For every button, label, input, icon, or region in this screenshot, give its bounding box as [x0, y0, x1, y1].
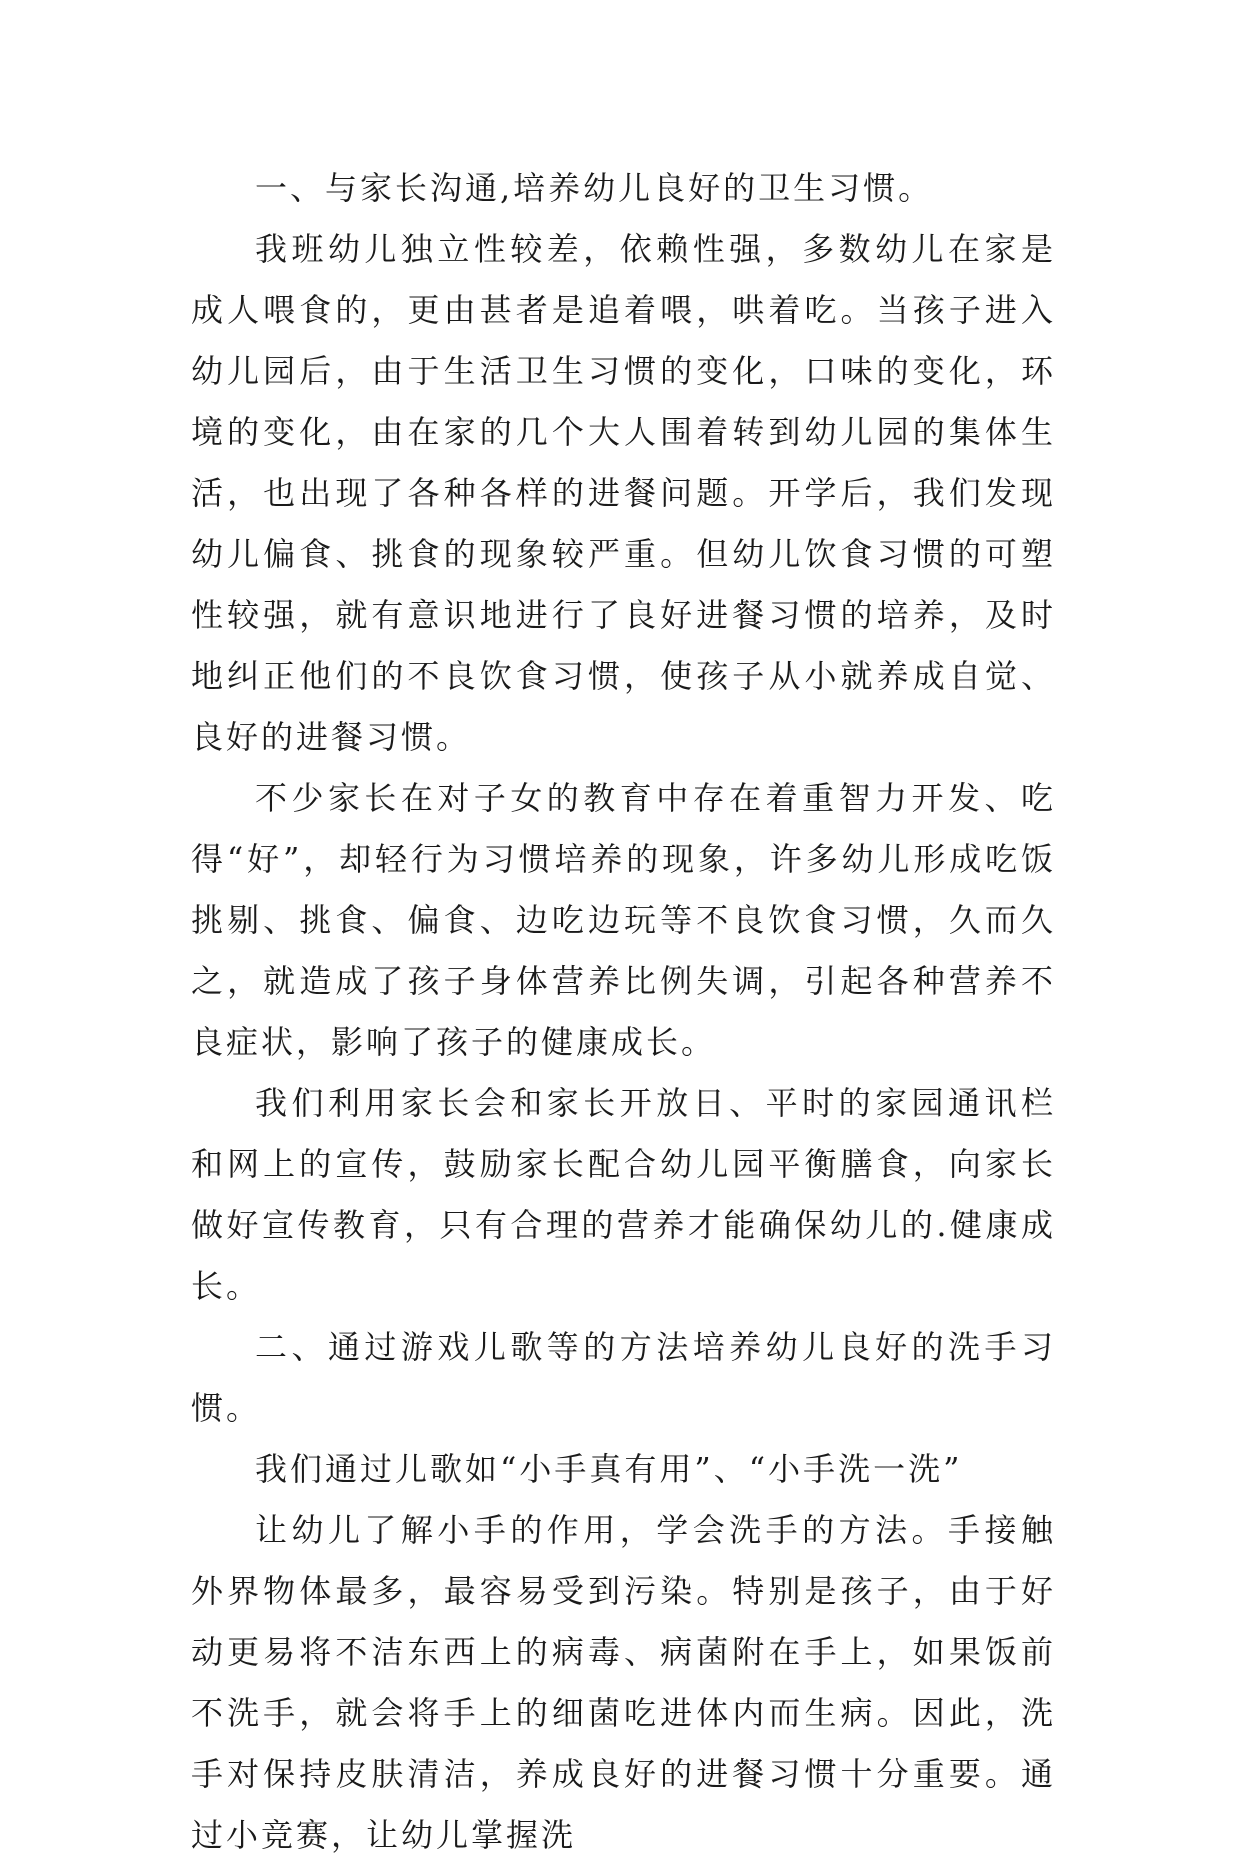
- section-heading-2: 二、通过游戏儿歌等的方法培养幼儿良好的洗手习惯。: [191, 1328, 1056, 1427]
- body-paragraph: 不少家长在对子女的教育中存在着重智力开发、吃得“好”，却轻行为习惯培养的现象，许多幼儿形成吃饭挑剔、挑食、偏食、边吃边玩等不良饮食习惯，久而久之，就造成了孩子身体营养比例失调，引起各种营养不良症状，影响了孩子的健康成长。: [191, 779, 1056, 1061]
- body-paragraph: 我们通过儿歌如“小手真有用”、“小手洗一洗”: [255, 1450, 963, 1488]
- body-paragraph: 让幼儿了解小手的作用，学会洗手的方法。手接触外界物体最多，最容易受到污染。特别是孩子，由于好动更易将不洁东西上的病毒、病菌附在手上，如果饭前不洗手，就会将手上的细菌吃进体内而生病。因此，洗手对保持皮肤清洁，养成良好的进餐习惯十分重要。通过小竞赛，让幼儿掌握洗: [191, 1511, 1056, 1854]
- section-heading-1: 一、与家长沟通,培养幼儿良好的卫生习惯。: [255, 169, 934, 207]
- body-paragraph: 我们利用家长会和家长开放日、平时的家园通讯栏和网上的宣传，鼓励家长配合幼儿园平衡膳食，向家长做好宣传教育，只有合理的营养才能确保幼儿的.健康成长。: [191, 1084, 1056, 1305]
- document-body: [191, 158, 1056, 1866]
- body-paragraph: 我班幼儿独立性较差，依赖性强，多数幼儿在家是成人喂食的，更由甚者是追着喂，哄着吃。当孩子进入幼儿园后，由于生活卫生习惯的变化，口味的变化，环境的变化，由在家的几个大人围着转到幼儿园的集体生活，也出现了各种各样的进餐问题。开学后，我们发现幼儿偏食、挑食的现象较严重。但幼儿饮食习惯的可塑性较强，就有意识地进行了良好进餐习惯的培养，及时地纠正他们的不良饮食习惯，使孩子从小就养成自觉、良好的进餐习惯。: [191, 230, 1056, 756]
